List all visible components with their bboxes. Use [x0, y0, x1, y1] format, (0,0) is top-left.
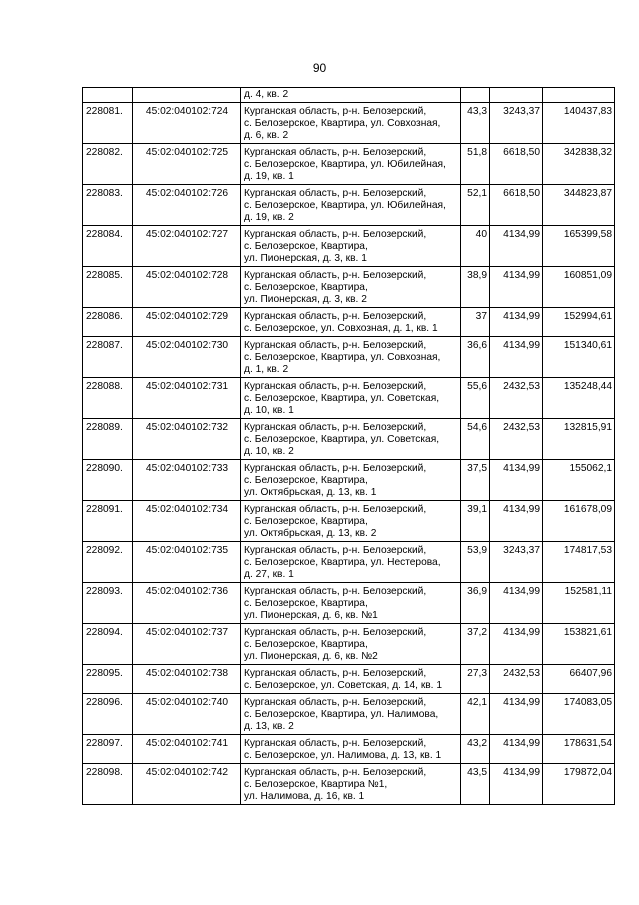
- area-cell: 53,9: [461, 542, 490, 583]
- address-line: с. Белозерское, Квартира, ул. Налимова,: [244, 709, 439, 720]
- cadastral-number-cell: 45:02:040102:738: [133, 665, 241, 694]
- cadastral-cost-cell: [543, 88, 615, 103]
- price-per-sqm-cell: 4134,99: [490, 337, 543, 378]
- address-cell: [241, 583, 461, 624]
- price-per-sqm-cell: [490, 88, 543, 103]
- cadastral-cost-cell: 179872,04: [543, 764, 615, 805]
- price-per-sqm-cell: 4134,99: [490, 764, 543, 805]
- cadastral-cost-cell: 161678,09: [543, 501, 615, 542]
- cadastral-number-cell: 45:02:040102:733: [133, 460, 241, 501]
- row-number-cell: 228098.: [83, 764, 133, 805]
- price-per-sqm-cell: 2432,53: [490, 378, 543, 419]
- address-line: Курганская область, р-н. Белозерский,: [244, 229, 427, 240]
- row-number-cell: 228089.: [83, 419, 133, 460]
- cadastral-cost-cell: 152581,11: [543, 583, 615, 624]
- address-line: Курганская область, р-н. Белозерский,: [244, 586, 427, 597]
- cadastral-cost-cell: 151340,61: [543, 337, 615, 378]
- address-line: с. Белозерское, Квартира №1,: [244, 779, 388, 790]
- area-cell: 42,1: [461, 694, 490, 735]
- cadastral-cost-cell: 342838,32: [543, 144, 615, 185]
- address-cell: [241, 308, 461, 337]
- area-cell: 37,5: [461, 460, 490, 501]
- price-per-sqm-cell: 4134,99: [490, 624, 543, 665]
- row-number-cell: 228091.: [83, 501, 133, 542]
- address-line: д. 27, кв. 1: [244, 569, 294, 580]
- area-cell: 37: [461, 308, 490, 337]
- area-cell: 52,1: [461, 185, 490, 226]
- row-number-cell: 228094.: [83, 624, 133, 665]
- area-cell: 37,2: [461, 624, 490, 665]
- table-row: [83, 542, 615, 583]
- continuation-row: [83, 88, 615, 103]
- address-line: д. 10, кв. 1: [244, 405, 294, 416]
- row-number-cell: 228083.: [83, 185, 133, 226]
- address-line: Курганская область, р-н. Белозерский,: [244, 697, 427, 708]
- cadastral-number-cell: 45:02:040102:724: [133, 103, 241, 144]
- cadastral-number-cell: 45:02:040102:740: [133, 694, 241, 735]
- row-number-cell: 228085.: [83, 267, 133, 308]
- cadastral-cost-cell: 165399,58: [543, 226, 615, 267]
- area-cell: [461, 88, 490, 103]
- row-number-cell: [83, 88, 133, 103]
- address-cell: [241, 226, 461, 267]
- area-cell: 43,2: [461, 735, 490, 764]
- cadastral-number-cell: 45:02:040102:742: [133, 764, 241, 805]
- address-line: Курганская область, р-н. Белозерский,: [244, 463, 427, 474]
- address-line: с. Белозерское, Квартира,: [244, 598, 368, 609]
- address-line: с. Белозерское, Квартира, ул. Юбилейная,: [244, 200, 446, 211]
- address-line: Курганская область, р-н. Белозерский,: [244, 340, 427, 351]
- address-cell: [241, 665, 461, 694]
- cadastral-number-cell: 45:02:040102:727: [133, 226, 241, 267]
- address-line: Курганская область, р-н. Белозерский,: [244, 270, 427, 281]
- cadastral-number-cell: 45:02:040102:735: [133, 542, 241, 583]
- table-row: [83, 665, 615, 694]
- row-number-cell: 228081.: [83, 103, 133, 144]
- table-row: [83, 308, 615, 337]
- cadastral-cost-cell: 153821,61: [543, 624, 615, 665]
- cadastral-cost-cell: 66407,96: [543, 665, 615, 694]
- address-line: Курганская область, р-н. Белозерский,: [244, 311, 427, 322]
- area-cell: 27,3: [461, 665, 490, 694]
- price-per-sqm-cell: 4134,99: [490, 501, 543, 542]
- address-cell: [241, 624, 461, 665]
- price-per-sqm-cell: 4134,99: [490, 226, 543, 267]
- address-line: Курганская область, р-н. Белозерский,: [244, 545, 427, 556]
- table-row: [83, 694, 615, 735]
- table-row: [83, 144, 615, 185]
- cadastral-cost-cell: 160851,09: [543, 267, 615, 308]
- address-cell: [241, 88, 461, 103]
- address-line: Курганская область, р-н. Белозерский,: [244, 668, 427, 679]
- price-per-sqm-cell: 4134,99: [490, 583, 543, 624]
- address-cell: [241, 144, 461, 185]
- cadastral-number-cell: 45:02:040102:732: [133, 419, 241, 460]
- address-line: ул. Пионерская, д. 3, кв. 1: [244, 253, 367, 264]
- address-line: д. 1, кв. 2: [244, 364, 289, 375]
- address-line: с. Белозерское, Квартира,: [244, 241, 368, 252]
- price-per-sqm-cell: 4134,99: [490, 460, 543, 501]
- area-cell: 43,5: [461, 764, 490, 805]
- address-line: Курганская область, р-н. Белозерский,: [244, 381, 427, 392]
- cadastral-number-cell: 45:02:040102:725: [133, 144, 241, 185]
- table-row: [83, 103, 615, 144]
- cadastral-cost-cell: 152994,61: [543, 308, 615, 337]
- address-line: ул. Пионерская, д. 6, кв. №2: [244, 651, 378, 662]
- row-number-cell: 228082.: [83, 144, 133, 185]
- address-line: с. Белозерское, Квартира,: [244, 639, 368, 650]
- cadastral-number-cell: 45:02:040102:736: [133, 583, 241, 624]
- address-line: с. Белозерское, ул. Налимова, д. 13, кв. 1: [244, 750, 442, 761]
- address-cell: [241, 337, 461, 378]
- property-registry-table: [82, 87, 615, 805]
- address-line: с. Белозерское, Квартира, ул. Нестерова,: [244, 557, 441, 568]
- table-row: [83, 226, 615, 267]
- cadastral-cost-cell: 174083,05: [543, 694, 615, 735]
- table-row: [83, 501, 615, 542]
- address-line: с. Белозерское, Квартира, ул. Совхозная,: [244, 118, 441, 129]
- address-line: д. 19, кв. 2: [244, 212, 294, 223]
- price-per-sqm-cell: 4134,99: [490, 267, 543, 308]
- address-line: с. Белозерское, Квартира,: [244, 282, 368, 293]
- row-number-cell: 228084.: [83, 226, 133, 267]
- address-cell: [241, 542, 461, 583]
- address-line: Курганская область, р-н. Белозерский,: [244, 627, 427, 638]
- address-cell: [241, 764, 461, 805]
- address-line: д. 6, кв. 2: [244, 130, 289, 141]
- cadastral-cost-cell: 132815,91: [543, 419, 615, 460]
- area-cell: 55,6: [461, 378, 490, 419]
- area-cell: 54,6: [461, 419, 490, 460]
- area-cell: 51,8: [461, 144, 490, 185]
- price-per-sqm-cell: 6618,50: [490, 144, 543, 185]
- table-row: [83, 583, 615, 624]
- address-cell: [241, 267, 461, 308]
- price-per-sqm-cell: 6618,50: [490, 185, 543, 226]
- address-line: Курганская область, р-н. Белозерский,: [244, 188, 427, 199]
- address-line: ул. Октябрьская, д. 13, кв. 2: [244, 528, 377, 539]
- row-number-cell: 228086.: [83, 308, 133, 337]
- address-line: Курганская область, р-н. Белозерский,: [244, 767, 427, 778]
- area-cell: 40: [461, 226, 490, 267]
- table-row: [83, 419, 615, 460]
- address-line: Курганская область, р-н. Белозерский,: [244, 106, 427, 117]
- price-per-sqm-cell: 3243,37: [490, 103, 543, 144]
- page-number: 90: [312, 61, 327, 75]
- row-number-cell: 228088.: [83, 378, 133, 419]
- table-row: [83, 378, 615, 419]
- cadastral-number-cell: 45:02:040102:734: [133, 501, 241, 542]
- cadastral-number-cell: 45:02:040102:737: [133, 624, 241, 665]
- cadastral-cost-cell: 174817,53: [543, 542, 615, 583]
- row-number-cell: 228090.: [83, 460, 133, 501]
- table-body: [83, 88, 615, 805]
- address-line: д. 4, кв. 2: [244, 89, 289, 100]
- address-line: с. Белозерское, ул. Советская, д. 14, кв. 1: [244, 680, 443, 691]
- address-line: д. 13, кв. 2: [244, 721, 294, 732]
- address-line: с. Белозерское, Квартира, ул. Совхозная,: [244, 352, 441, 363]
- price-per-sqm-cell: 3243,37: [490, 542, 543, 583]
- address-line: ул. Налимова, д. 16, кв. 1: [244, 791, 365, 802]
- cadastral-cost-cell: 140437,83: [543, 103, 615, 144]
- table-row: [83, 267, 615, 308]
- table-row: [83, 337, 615, 378]
- cadastral-number-cell: 45:02:040102:730: [133, 337, 241, 378]
- row-number-cell: 228096.: [83, 694, 133, 735]
- row-number-cell: 228087.: [83, 337, 133, 378]
- cadastral-cost-cell: 344823,87: [543, 185, 615, 226]
- area-cell: 36,9: [461, 583, 490, 624]
- address-line: д. 10, кв. 2: [244, 446, 294, 457]
- address-cell: [241, 419, 461, 460]
- address-line: Курганская область, р-н. Белозерский,: [244, 147, 427, 158]
- address-cell: [241, 694, 461, 735]
- cadastral-number-cell: 45:02:040102:729: [133, 308, 241, 337]
- cadastral-cost-cell: 178631,54: [543, 735, 615, 764]
- address-line: ул. Пионерская, д. 6, кв. №1: [244, 610, 378, 621]
- address-line: с. Белозерское, Квартира, ул. Советская,: [244, 434, 440, 445]
- cadastral-number-cell: 45:02:040102:741: [133, 735, 241, 764]
- address-line: с. Белозерское, Квартира, ул. Юбилейная,: [244, 159, 446, 170]
- area-cell: 43,3: [461, 103, 490, 144]
- row-number-cell: 228093.: [83, 583, 133, 624]
- cadastral-number-cell: [133, 88, 241, 103]
- address-line: Курганская область, р-н. Белозерский,: [244, 504, 427, 515]
- area-cell: 38,9: [461, 267, 490, 308]
- row-number-cell: 228095.: [83, 665, 133, 694]
- address-line: д. 19, кв. 1: [244, 171, 294, 182]
- address-cell: [241, 735, 461, 764]
- area-cell: 39,1: [461, 501, 490, 542]
- table-row: [83, 764, 615, 805]
- cadastral-cost-cell: 135248,44: [543, 378, 615, 419]
- price-per-sqm-cell: 2432,53: [490, 665, 543, 694]
- table-row: [83, 185, 615, 226]
- address-cell: [241, 103, 461, 144]
- cadastral-number-cell: 45:02:040102:726: [133, 185, 241, 226]
- row-number-cell: 228097.: [83, 735, 133, 764]
- area-cell: 36,6: [461, 337, 490, 378]
- address-cell: [241, 185, 461, 226]
- price-per-sqm-cell: 4134,99: [490, 308, 543, 337]
- table-row: [83, 460, 615, 501]
- address-cell: [241, 460, 461, 501]
- price-per-sqm-cell: 4134,99: [490, 735, 543, 764]
- cadastral-number-cell: 45:02:040102:731: [133, 378, 241, 419]
- price-per-sqm-cell: 4134,99: [490, 694, 543, 735]
- row-number-cell: 228092.: [83, 542, 133, 583]
- address-line: с. Белозерское, Квартира, ул. Советская,: [244, 393, 440, 404]
- table-row: [83, 624, 615, 665]
- cadastral-number-cell: 45:02:040102:728: [133, 267, 241, 308]
- address-line: Курганская область, р-н. Белозерский,: [244, 738, 427, 749]
- table-row: [83, 735, 615, 764]
- address-line: с. Белозерское, ул. Совхозная, д. 1, кв. 1: [244, 323, 438, 334]
- address-line: Курганская область, р-н. Белозерский,: [244, 422, 427, 433]
- address-line: ул. Пионерская, д. 3, кв. 2: [244, 294, 367, 305]
- address-line: с. Белозерское, Квартира,: [244, 475, 368, 486]
- cadastral-cost-cell: 155062,1: [543, 460, 615, 501]
- address-line: с. Белозерское, Квартира,: [244, 516, 368, 527]
- address-line: ул. Октябрьская, д. 13, кв. 1: [244, 487, 377, 498]
- address-cell: [241, 501, 461, 542]
- price-per-sqm-cell: 2432,53: [490, 419, 543, 460]
- address-cell: [241, 378, 461, 419]
